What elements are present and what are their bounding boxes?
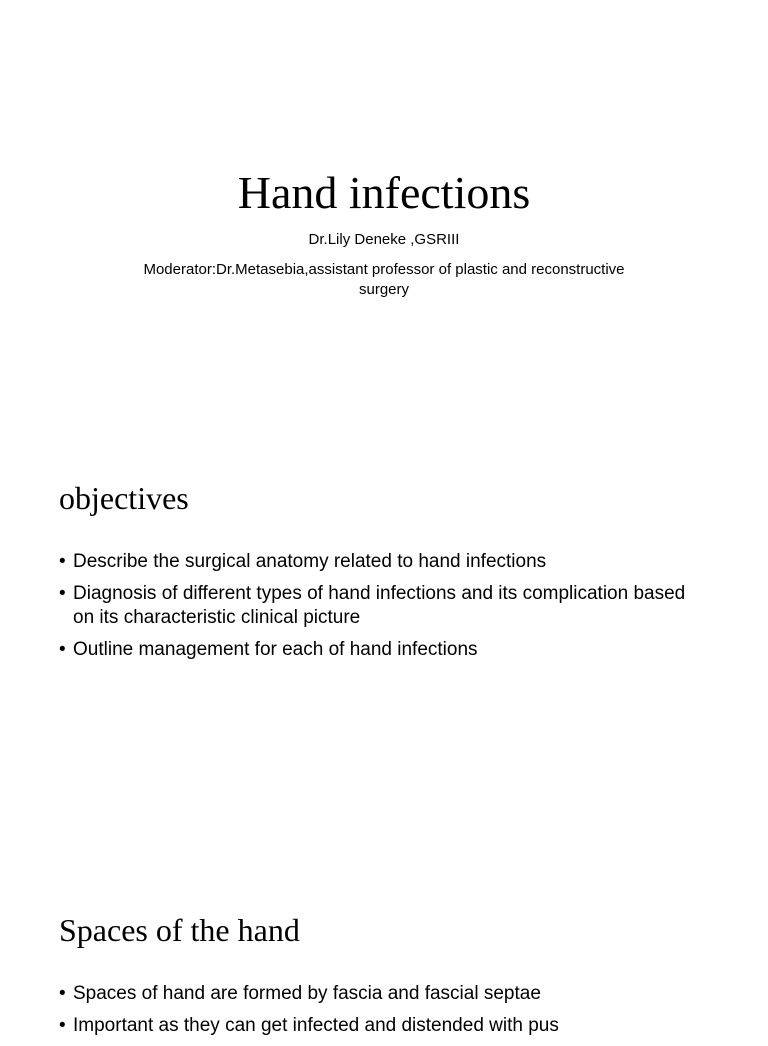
- slide-title: Spaces of the hand: [59, 912, 300, 948]
- bullet-icon: •: [59, 983, 66, 1004]
- list-item-text: Diagnosis of different types of hand infections and its complication based on its characteristic clinical picture: [73, 583, 686, 628]
- bullet-list: [59, 550, 699, 670]
- list-item-text: Spaces of hand are formed by fascia and fascial septae: [73, 983, 541, 1004]
- moderator-credit: Moderator:Dr.Metasebia,assistant professor of plastic and reconstructive surgery: [143, 261, 625, 298]
- list-item: [59, 638, 699, 662]
- list-item: [59, 1014, 699, 1038]
- slide-title: objectives: [59, 480, 189, 516]
- bullet-list: [59, 982, 699, 1046]
- spaces-slide: [0, 864, 768, 1036]
- bullet-icon: •: [59, 639, 66, 660]
- list-item-text: Describe the surgical anatomy related to hand infections: [73, 551, 547, 572]
- presentation-title: Hand infections: [237, 167, 531, 218]
- title-slide: [0, 0, 768, 432]
- bullet-icon: •: [59, 583, 66, 604]
- list-item-text: Outline management for each of hand infections: [73, 639, 478, 660]
- list-item: [59, 550, 699, 574]
- list-item: [59, 582, 699, 630]
- bullet-icon: •: [59, 1015, 66, 1036]
- presenter-name: Dr.Lily Deneke ,GSRIII: [308, 231, 460, 248]
- bullet-icon: •: [59, 551, 66, 572]
- list-item: [59, 982, 699, 1006]
- list-item-text: Important as they can get infected and distended with pus: [73, 1015, 559, 1036]
- objectives-slide: [0, 432, 768, 864]
